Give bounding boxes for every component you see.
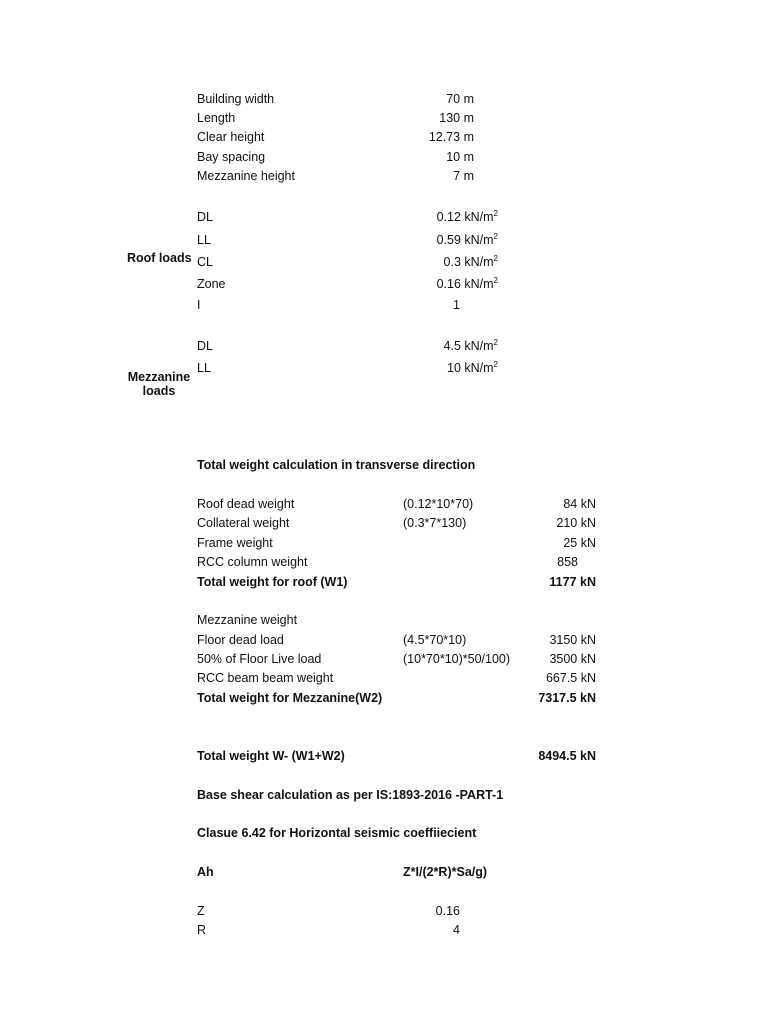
collateral-weight-label: Collateral weight <box>197 516 290 530</box>
roof-dl-value: 0.12 $kN/m^2$ <box>436 209 498 224</box>
r-value: 4 <box>453 923 460 937</box>
roof-zone-label: Zone <box>197 277 226 291</box>
total-roof-value: 1177 kN <box>549 575 596 589</box>
roof-dead-weight-formula: (0.12*10*70) <box>403 497 474 511</box>
roof-zone-value: 0.16 $kN/m^2$ <box>436 276 498 291</box>
roof-dead-weight-value: 84 kN <box>563 497 596 511</box>
transverse-heading: Total weight calculation in transverse direction <box>197 458 476 472</box>
frame-weight-label: Frame weight <box>197 536 273 550</box>
rcc-column-weight-label: RCC column weight <box>197 555 308 569</box>
floor-dead-load-label: Floor dead load <box>197 633 284 647</box>
building-width-label: Building width <box>197 92 275 106</box>
rcc-beam-weight-label: RCC beam beam weight <box>197 671 334 685</box>
clear-height-label: Clear height <box>197 130 265 144</box>
roof-loads-heading: Roof loads <box>127 251 192 265</box>
bay-spacing-label: Bay spacing <box>197 150 266 164</box>
mezzanine-loads-heading-line2: loads <box>142 384 176 398</box>
ah-formula: Z*I/(2*R)*Sa/g) <box>403 865 488 879</box>
clear-height-value: 12.73 m <box>428 130 474 144</box>
roof-dl-label: DL <box>197 210 213 224</box>
z-label: Z <box>197 904 205 918</box>
roof-dead-weight-label: Roof dead weight <box>197 497 295 511</box>
floor-live-load-value: 3500 kN <box>549 652 596 666</box>
mezzanine-ll-label: LL <box>197 361 211 375</box>
r-label: R <box>197 923 207 937</box>
total-mezzanine-label: Total weight for Mezzanine(W2) <box>197 691 383 705</box>
mezzanine-height-label: Mezzanine height <box>197 169 295 183</box>
mezzanine-weight-label: Mezzanine weight <box>197 613 298 627</box>
mezzanine-height-value: 7 m <box>453 169 474 183</box>
collateral-weight-formula: (0.3*7*130) <box>403 516 467 530</box>
mezzanine-dl-value: 4.5 $kN/m^2$ <box>443 338 498 353</box>
collateral-weight-value: 210 kN <box>556 516 596 530</box>
rcc-beam-weight-value: 667.5 kN <box>545 671 596 685</box>
roof-ll-value: 0.59 $kN/m^2$ <box>436 232 498 247</box>
roof-cl-value: 0.3 $kN/m^2$ <box>443 254 498 269</box>
ah-label: Ah <box>197 865 214 879</box>
floor-live-load-label: 50% of Floor Live load <box>197 652 322 666</box>
roof-cl-label: CL <box>197 255 213 269</box>
rcc-column-weight-value: 858 <box>557 555 578 569</box>
floor-dead-load-value: 3150 kN <box>549 633 596 647</box>
z-value: 0.16 <box>435 904 460 918</box>
floor-dead-load-formula: (4.5*70*10) <box>403 633 467 647</box>
base-shear-heading: Base shear calculation as per IS:1893-2016 -PART-1 <box>197 788 504 802</box>
length-label: Length <box>197 111 236 125</box>
building-width-value: 70 m <box>446 92 474 106</box>
mezzanine-loads-heading-line1: Mezzanine <box>127 370 191 384</box>
mezzanine-dl-label: DL <box>197 339 213 353</box>
length-value: 130 m <box>439 111 474 125</box>
roof-ll-label: LL <box>197 233 211 247</box>
total-weight-value: 8494.5 kN <box>538 749 596 763</box>
floor-live-load-formula: (10*70*10)*50/100) <box>403 652 511 666</box>
frame-weight-value: 25 kN <box>563 536 596 550</box>
total-roof-label: Total weight for roof (W1) <box>197 575 348 589</box>
clause-heading: Clasue 6.42 for Horizontal seismic coeffiiecient <box>197 826 477 840</box>
roof-i-label: I <box>197 298 201 312</box>
total-weight-label: Total weight W- (W1+W2) <box>197 749 345 763</box>
roof-i-value: 1 <box>453 298 460 312</box>
total-mezzanine-value: 7317.5 kN <box>538 691 596 705</box>
mezzanine-ll-value: 10 $kN/m^2$ <box>447 360 498 375</box>
bay-spacing-value: 10 m <box>446 150 474 164</box>
